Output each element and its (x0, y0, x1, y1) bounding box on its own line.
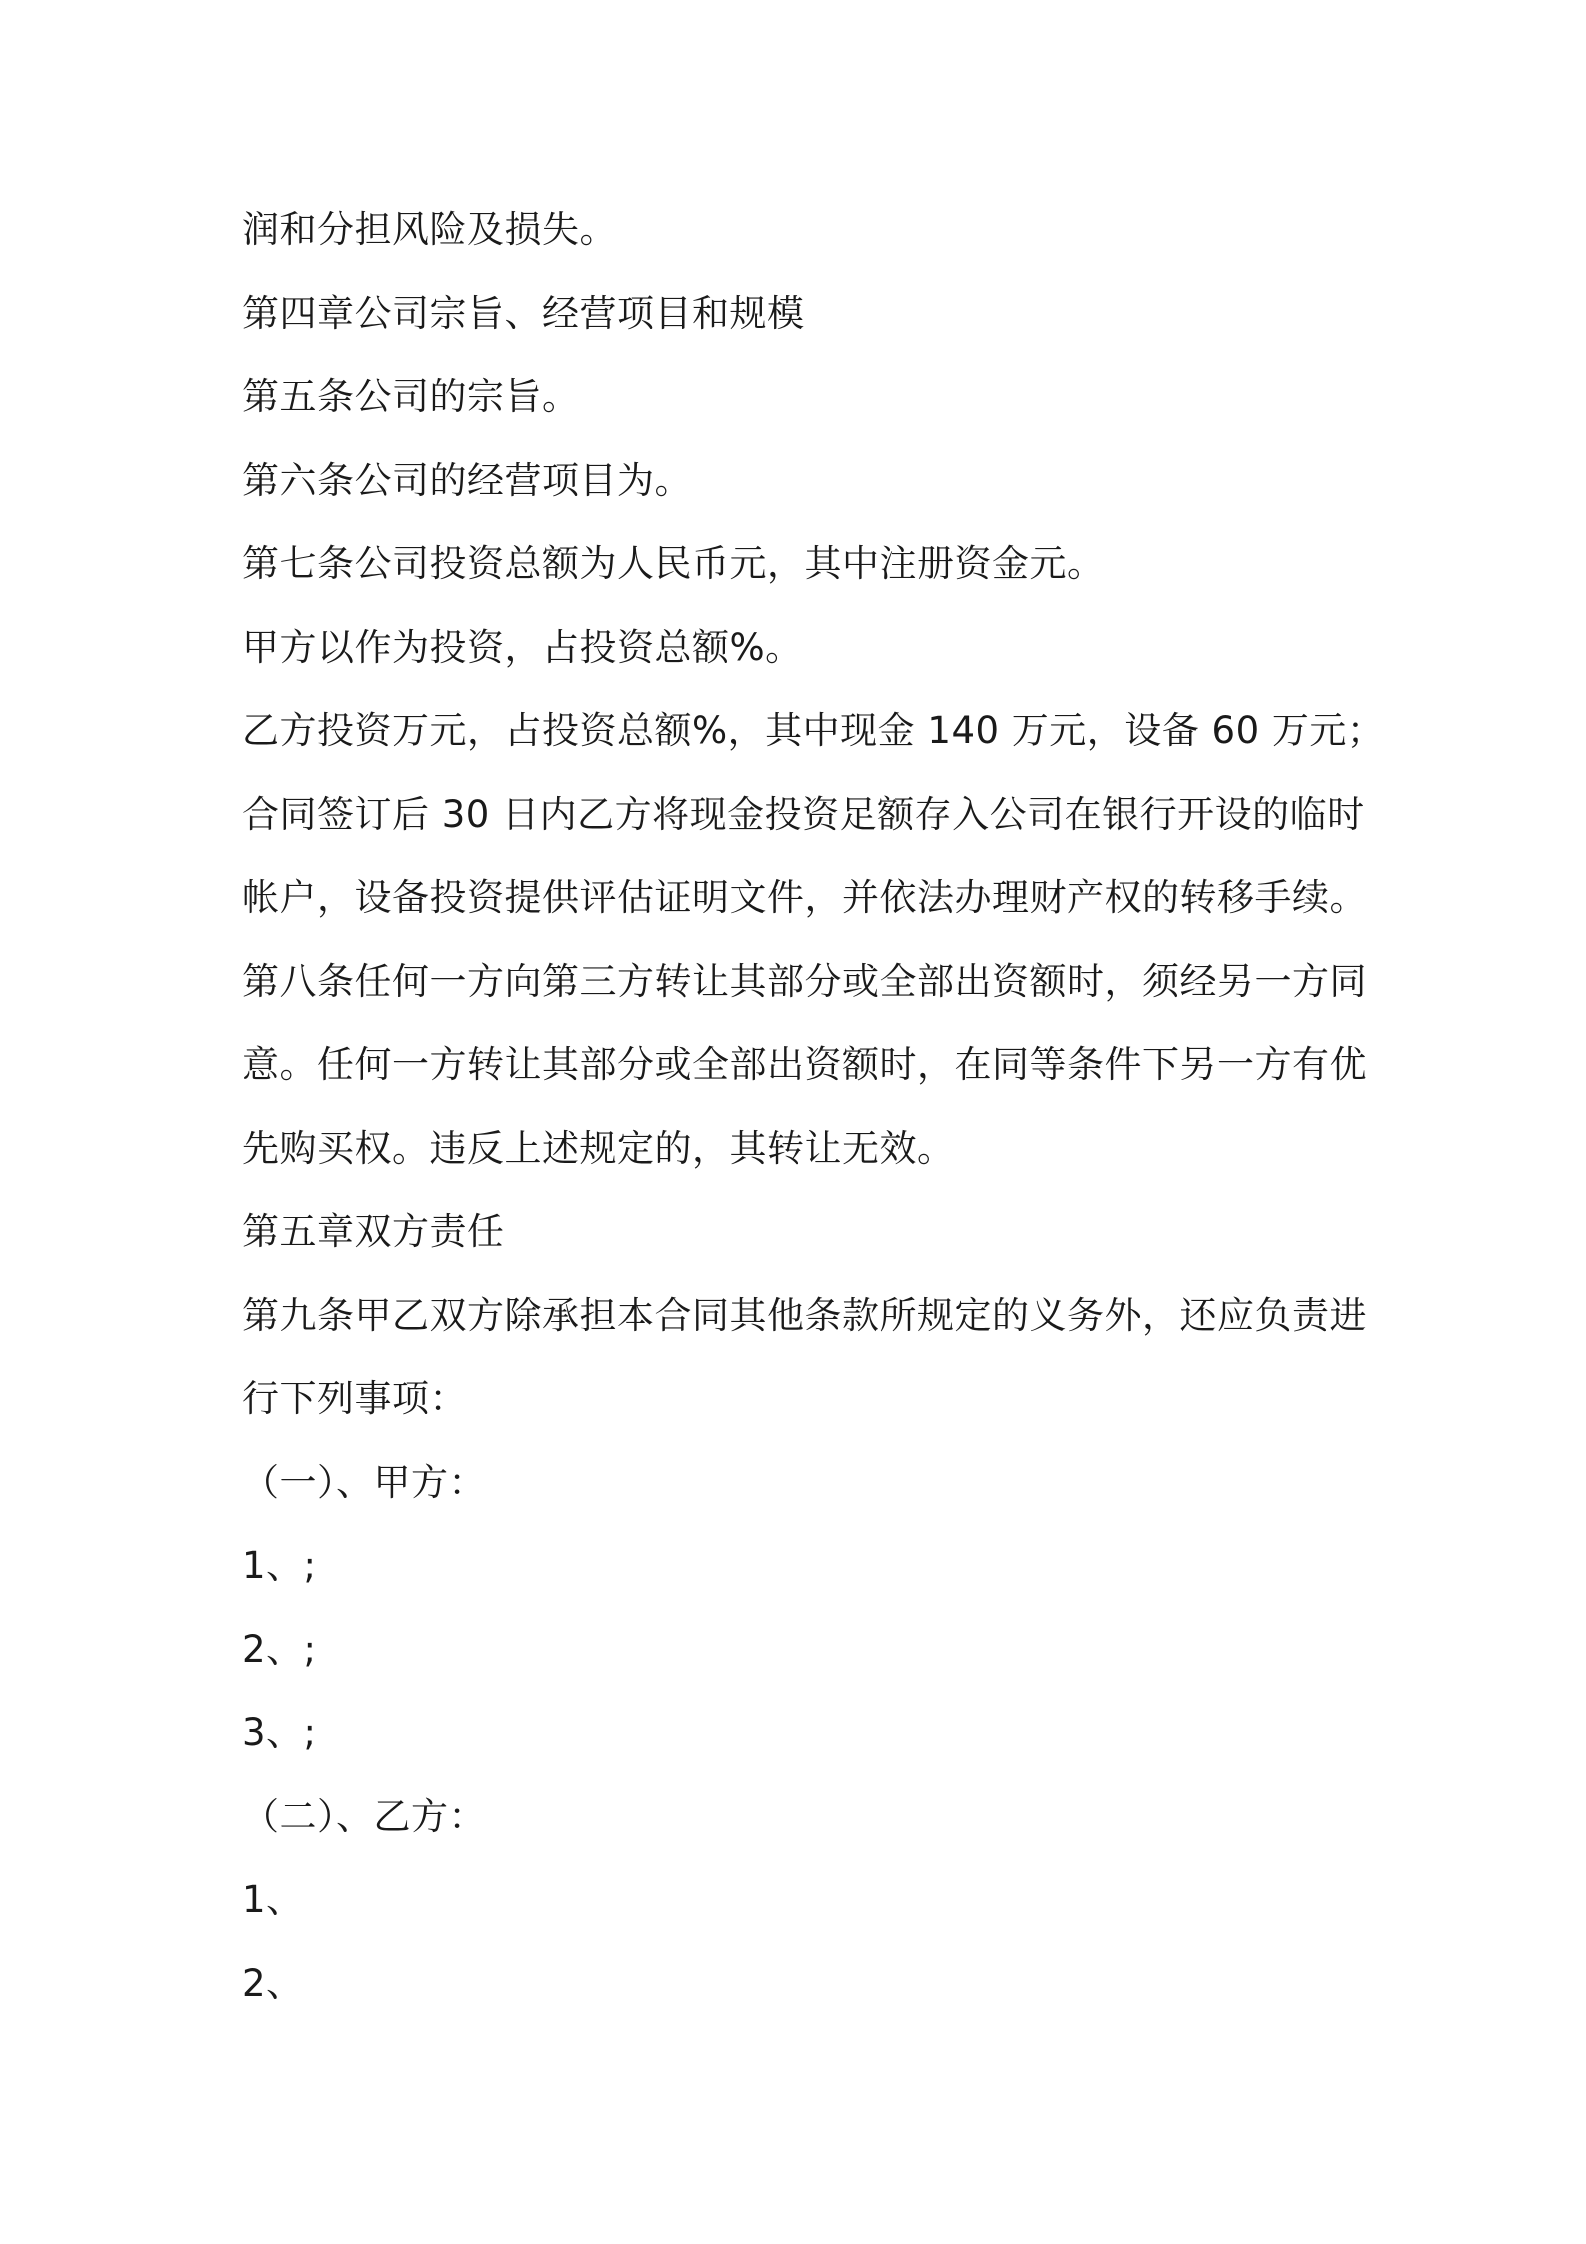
text-line-8: 合同签订后 30 日内乙方将现金投资足额存入公司在银行开设的临时 (242, 793, 1365, 836)
party-a-heading: （一）、甲方： (242, 1461, 486, 1504)
text-line-9: 帐户，设备投资提供评估证明文件，并依法办理财产权的转移手续。 (242, 876, 1367, 919)
party-b-heading: （二）、乙方： (242, 1795, 486, 1838)
list-item: 2、 (242, 1962, 304, 2005)
list-item: 3、; (242, 1711, 317, 1754)
text-line-12: 先购买权。违反上述规定的，其转让无效。 (242, 1127, 955, 1170)
article-5: 第五条公司的宗旨。 (242, 375, 580, 418)
party-a-investment: 甲方以作为投资，占投资总额%。 (242, 626, 803, 669)
list-item: 1、; (242, 1544, 317, 1587)
chapter-5-heading: 第五章双方责任 (242, 1210, 505, 1253)
chapter-4-heading: 第四章公司宗旨、经营项目和规模 (242, 292, 805, 335)
article-9: 第九条甲乙双方除承担本合同其他条款所规定的义务外，还应负责进 (242, 1294, 1367, 1337)
party-b-investment: 乙方投资万元，占投资总额%，其中现金 140 万元，设备 60 万元； (242, 709, 1385, 752)
text-line-1: 润和分担风险及损失。 (242, 208, 617, 251)
article-6: 第六条公司的经营项目为。 (242, 459, 692, 502)
list-item: 1、 (242, 1878, 304, 1921)
list-item: 2、; (242, 1628, 317, 1671)
text-line-11: 意。任何一方转让其部分或全部出资额时，在同等条件下另一方有优 (242, 1043, 1367, 1086)
article-7: 第七条公司投资总额为人民币元，其中注册资金元。 (242, 542, 1105, 585)
article-8: 第八条任何一方向第三方转让其部分或全部出资额时，须经另一方同 (242, 960, 1367, 1003)
text-line-15: 行下列事项： (242, 1377, 467, 1420)
